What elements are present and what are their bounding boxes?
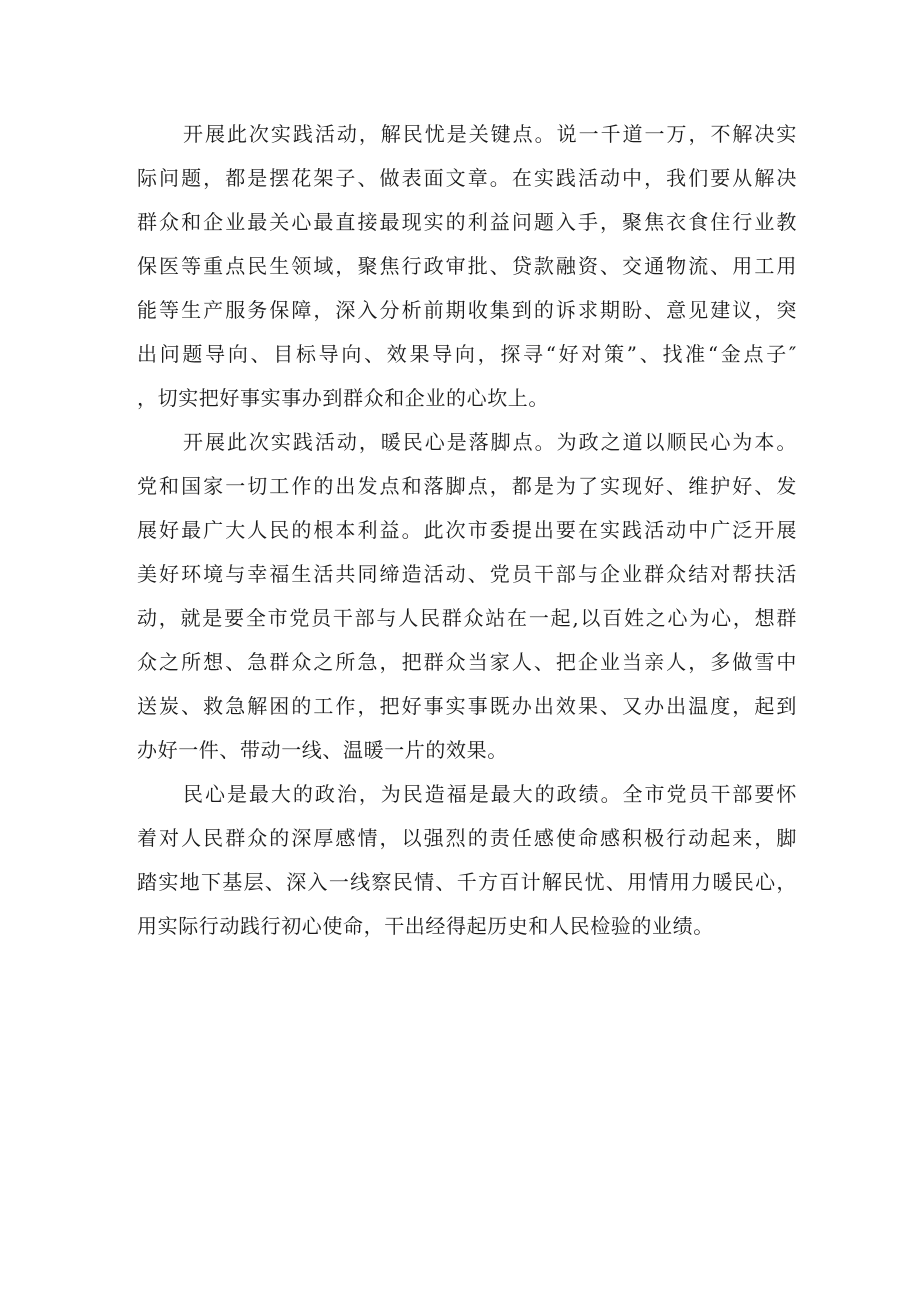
text-line: 用实际行动践行初心使命，干出经得起历史和人民检验的业绩。 bbox=[137, 914, 714, 938]
text-line: 送炭、救急解困的工作，把好事实事既办出效果、又办出温度，起到 bbox=[137, 694, 797, 718]
document-body bbox=[137, 112, 797, 948]
text-line: 动，就是要全市党员干部与人民群众站在一起,以百姓之心为心，想群 bbox=[137, 606, 797, 630]
text-line: 民心是最大的政治，为民造福是最大的政绩。全市党员干部要怀 bbox=[183, 782, 797, 806]
text-line: ，切实把好事实事办到群众和企业的心坎上。 bbox=[137, 386, 549, 410]
text-line: 出问题导向、目标导向、效果导向，探寻“好对策”、找准“金点子″ bbox=[137, 342, 797, 366]
paragraph-2 bbox=[137, 420, 797, 772]
text-line: 办好一件、带动一线、温暖一片的效果。 bbox=[137, 738, 508, 762]
text-line: 保医等重点民生领域，聚焦行政审批、贷款融资、交通物流、用工用 bbox=[137, 254, 797, 278]
paragraph-1 bbox=[137, 112, 797, 420]
text-line: 着对人民群众的深厚感情，以强烈的责任感使命感积极行动起来，脚 bbox=[137, 826, 797, 850]
text-line: 开展此次实践活动，暖民心是落脚点。为政之道以顺民心为本。 bbox=[183, 430, 797, 454]
text-line: 美好环境与幸福生活共同缔造活动、党员干部与企业群众结对帮扶活 bbox=[137, 562, 797, 586]
text-line: 开展此次实践活动，解民忧是关键点。说一千道一万，不解决实 bbox=[183, 122, 797, 146]
text-line: 展好最广大人民的根本利益。此次市委提出要在实践活动中广泛开展 bbox=[137, 518, 797, 542]
text-line: 能等生产服务保障，深入分析前期收集到的诉求期盼、意见建议，突 bbox=[137, 298, 797, 322]
text-line: 踏实地下基层、深入一线察民情、千方百计解民忧、用情用力暖民心， bbox=[137, 870, 797, 894]
paragraph-3 bbox=[137, 772, 797, 948]
text-line: 众之所想、急群众之所急，把群众当家人、把企业当亲人，多做雪中 bbox=[137, 650, 797, 674]
text-line: 党和国家一切工作的出发点和落脚点，都是为了实现好、维护好、发 bbox=[137, 474, 797, 498]
text-line: 群众和企业最关心最直接最现实的利益问题入手，聚焦衣食住行业教 bbox=[137, 210, 797, 234]
text-line: 际问题，都是摆花架子、做表面文章。在实践活动中，我们要从解决 bbox=[137, 166, 797, 190]
